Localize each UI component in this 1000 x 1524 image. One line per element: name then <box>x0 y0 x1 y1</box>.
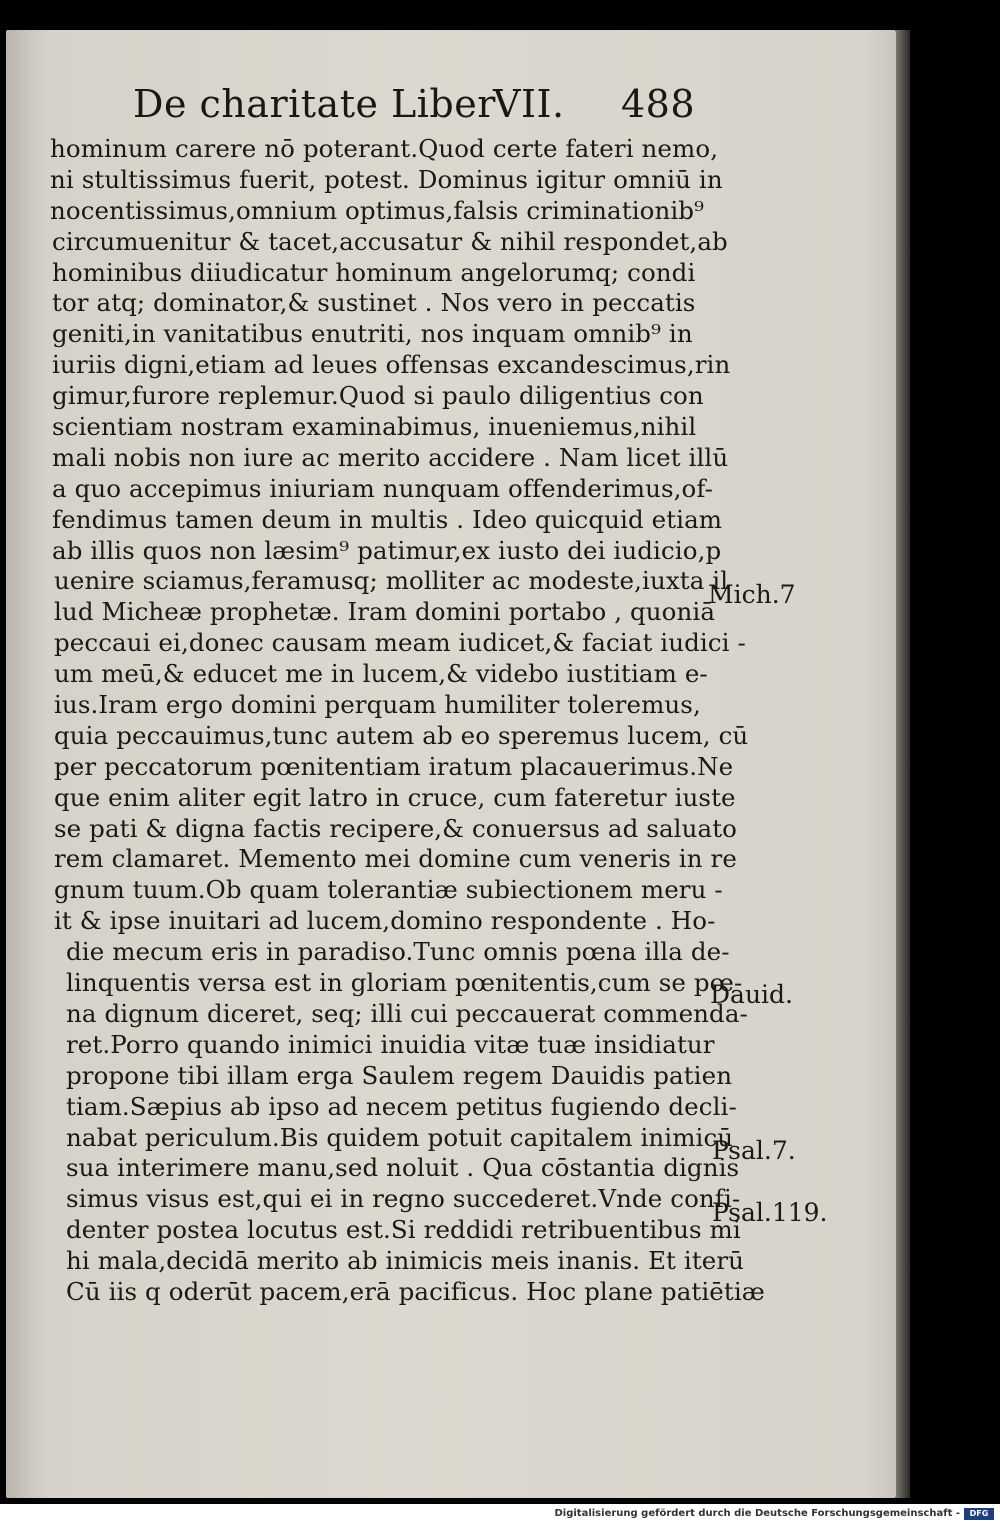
text-line: mali nobis non iure ac merito accidere . Nam licet illū <box>52 442 729 472</box>
margin-note-dauid: Dauid. <box>710 980 793 1009</box>
text-line: lud Micheæ prophetæ. Iram domini portabo , quoniā <box>54 597 716 627</box>
text-line: denter postea locutus est.Si reddidi retribuentibus mi <box>66 1215 741 1245</box>
text-line: ab illis quos non læsim⁹ patimur,ex iusto dei iudicio,p <box>52 535 722 565</box>
text-line: ret.Porro quando inimici inuidia vitæ tuæ insidiatur <box>66 1029 715 1059</box>
footer-bar <box>0 1504 1000 1524</box>
page-number: 488 <box>621 82 696 126</box>
text-line: que enim aliter egit latro in cruce, cum fateretur iuste <box>54 782 736 812</box>
dfg-logo: DFG <box>964 1508 994 1520</box>
text-line: ius.Iram ergo domini perquam humiliter toleremus, <box>54 690 701 720</box>
text-line: gnum tuum.Ob quam tolerantiæ subiectionem meru - <box>54 875 723 905</box>
text-line: tiam.Sæpius ab ipso ad necem petitus fugiendo decli- <box>66 1091 737 1121</box>
text-line: gimur,furore replemur.Quod si paulo diligentius con <box>52 381 704 411</box>
running-header <box>133 82 703 132</box>
margin-note-psal7: Psal.7. <box>712 1136 796 1165</box>
text-line: circumuenitur & tacet,accusatur & nihil respondet,ab <box>52 226 728 256</box>
header-title: De charitate Liber <box>133 82 496 126</box>
text-line: uenire sciamus,feramusq; molliter ac modeste,iuxta il <box>54 566 729 596</box>
text-line: se pati & digna factis recipere,& conuersus ad saluato <box>54 813 738 843</box>
header-book-number: VII. <box>493 82 565 126</box>
text-line: sua interimere manu,sed noluit . Qua cōstantia dignis <box>66 1153 740 1183</box>
text-line: scientiam nostram examinabimus, inueniemus,nihil <box>52 412 697 442</box>
margin-note-mich: Mich.7 <box>708 580 796 609</box>
page-edge <box>896 30 910 1498</box>
text-line: hominibus diiudicatur hominum angelorumq; condi <box>52 257 696 287</box>
text-line: tor atq; dominator,& sustinet . Nos vero in peccatis <box>52 288 696 318</box>
text-line: linquentis versa est in gloriam pœnitentis,cum se pœ- <box>66 968 743 998</box>
text-line: peccaui ei,donec causam meam iudicet,& faciat iudici - <box>54 628 746 658</box>
margin-note-psal119: Psal.119. <box>712 1198 828 1227</box>
text-line: quia peccauimus,tunc autem ab eo speremus lucem, cū <box>54 720 749 750</box>
text-line: geniti,in vanitatibus enutriti, nos inquam omnib⁹ in <box>52 319 693 349</box>
text-line: ni stultissimus fuerit, potest. Dominus igitur omniū in <box>50 164 723 194</box>
footer-credit: Digitalisierung gefördert durch die Deutsche Forschungsgemeinschaft - <box>554 1508 960 1519</box>
text-line: propone tibi illam erga Saulem regem Dauidis patien <box>66 1060 733 1090</box>
text-line: um meū,& educet me in lucem,& videbo iustitiam e- <box>54 659 708 689</box>
text-line: simus visus est,qui ei in regno succederet.Vnde confi- <box>66 1184 741 1214</box>
text-line: Cū iis q oderūt pacem,erā pacificus. Hoc plane patiētiæ <box>66 1276 765 1306</box>
text-line: die mecum eris in paradiso.Tunc omnis pœna illa de- <box>66 937 730 967</box>
text-line: rem clamaret. Memento mei domine cum veneris in re <box>54 844 737 874</box>
text-line: nabat periculum.Bis quidem potuit capitalem inimicū <box>66 1122 734 1152</box>
text-line: iuriis digni,etiam ad leues offensas excandescimus,rin <box>52 350 731 380</box>
text-line: hi mala,decidā merito ab inimicis meis inanis. Et iterū <box>66 1246 745 1276</box>
text-line: per peccatorum pœnitentiam iratum placauerimus.Ne <box>54 751 734 781</box>
text-line: nocentissimus,omnium optimus,falsis criminationib⁹ <box>50 195 704 225</box>
text-line: hominum carere nō poterant.Quod certe fateri nemo, <box>50 134 719 163</box>
text-line: na dignum diceret, seq; illi cui peccauerat commenda- <box>66 998 748 1028</box>
text-line: fendimus tamen deum in multis . Ideo quicquid etiam <box>52 504 723 534</box>
text-line: it & ipse inuitari ad lucem,domino respondente . Ho- <box>54 906 716 936</box>
text-line: a quo accepimus iniuriam nunquam offenderimus,of- <box>52 473 714 503</box>
